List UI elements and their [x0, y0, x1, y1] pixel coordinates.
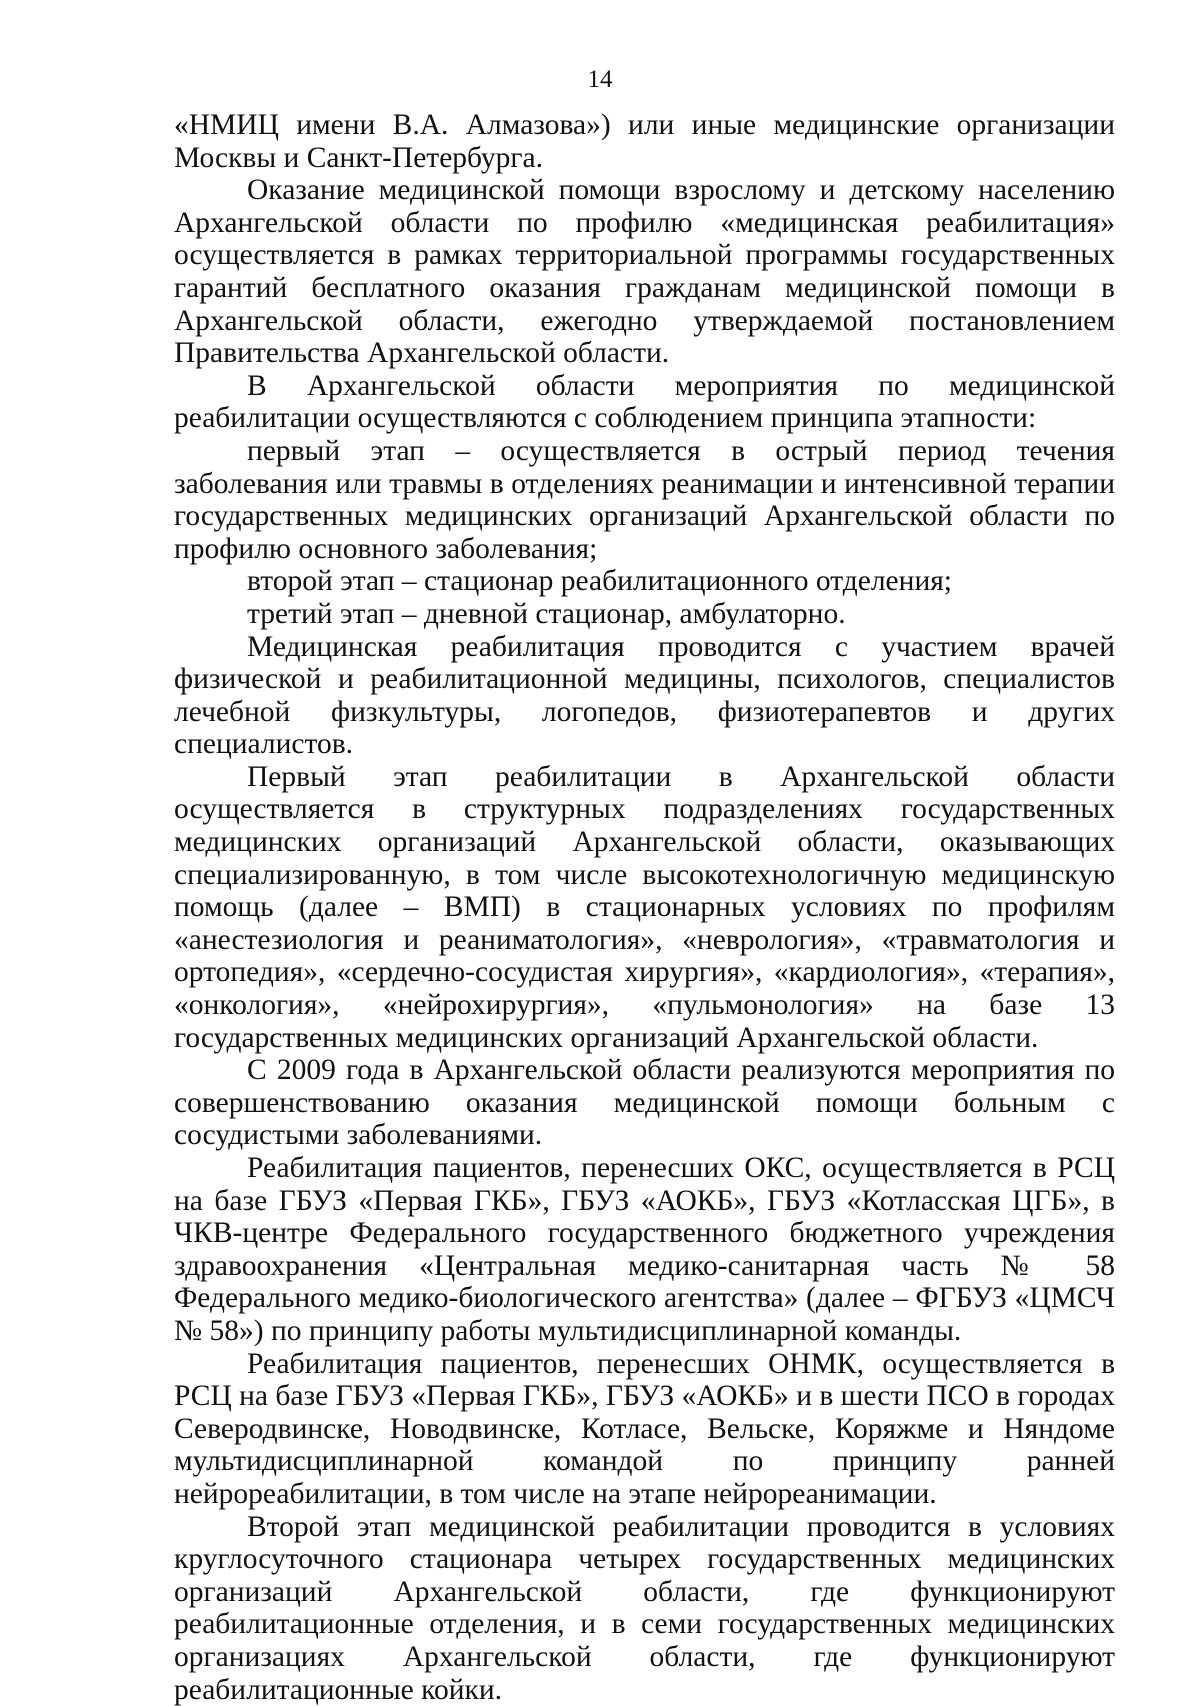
- paragraph: второй этап – стационар реабилитационного отделения;: [247, 565, 952, 598]
- page-number: 14: [587, 66, 613, 93]
- paragraph: С 2009 года в Архангельской области реализуются мероприятия по совершенствованию оказания медицинской помощи больным с сосудистыми заболеваниями.: [174, 1054, 1115, 1152]
- document-body: [174, 109, 1115, 1706]
- paragraph: Оказание медицинской помощи взрослому и детскому населению Архангельской области по профилю «медицинская реабилитация» осуществляется в рамках территориальной программы государственных гарантий бесплатного оказания гражданам медицинской помощи в Архангельской области, ежегодно утверждаемой постановлением Правительства Архангельской области.: [174, 174, 1115, 370]
- paragraph: Медицинская реабилитация проводится с участием врачей физической и реабилитационной медицины, психологов, специалистов лечебной физкультуры, логопедов, физиотерапевтов и других специалистов.: [174, 630, 1115, 761]
- paragraph: Второй этап медицинской реабилитации проводится в условиях круглосуточного стационара четырех государственных медицинских организаций Архангельской области, где функционируют реабилитационные отделения, и в семи государственных медицинских организациях Архангельской области, где функционируют реабилитационные койки.: [174, 1510, 1115, 1706]
- paragraph: Первый этап реабилитации в Архангельской области осуществляется в структурных подразделениях государственных медицинских организаций Архангельской области, оказывающих специализированную, в том числе высокотехнологичную медицинскую помощь (далее – ВМП) в стационарных условиях по профилям «анестезиология и реаниматология», «неврология», «травматология и ортопедия», «сердечно-сосудистая хирургия», «кардиология», «терапия», «онкология», «нейрохирургия», «пульмонология» на базе 13 государственных медицинских организаций Архангельской области.: [174, 760, 1115, 1054]
- paragraph: В Архангельской области мероприятия по медицинской реабилитации осуществляются с соблюдением принципа этапности:: [174, 369, 1115, 435]
- paragraph: третий этап – дневной стационар, амбулаторно.: [247, 597, 846, 630]
- paragraph: Реабилитация пациентов, перенесших ОКС, осуществляется в РСЦ на базе ГБУЗ «Первая ГКБ», ГБУЗ «АОКБ», ГБУЗ «Котласская ЦГБ», в ЧКВ-центре Федерального государственного бюджетного учреждения здравоохранения «Центральная медико-санитарная часть № 58 Федерального медико-биологического агентства» (далее – ФГБУЗ «ЦМСЧ № 58») по принципу работы мультидисциплинарной команды.: [174, 1152, 1115, 1347]
- paragraph: первый этап – осуществляется в острый период течения заболевания или травмы в отделениях реанимации и интенсивной терапии государственных медицинских организаций Архангельской области по профилю основного заболевания;: [174, 434, 1115, 565]
- paragraph: Реабилитация пациентов, перенесших ОНМК, осуществляется в РСЦ на базе ГБУЗ «Первая ГКБ», ГБУЗ «АОКБ» и в шести ПСО в городах Северодвинске, Новодвинске, Котласе, Вельске, Коряжме и Няндоме мультидисциплинарной командой по принципу ранней нейрореабилитации, в том числе на этапе нейрореанимации.: [174, 1347, 1115, 1510]
- paragraph: «НМИЦ имени В.А. Алмазова») или иные медицинские организации Москвы и Санкт-Петербурга.: [174, 109, 1115, 174]
